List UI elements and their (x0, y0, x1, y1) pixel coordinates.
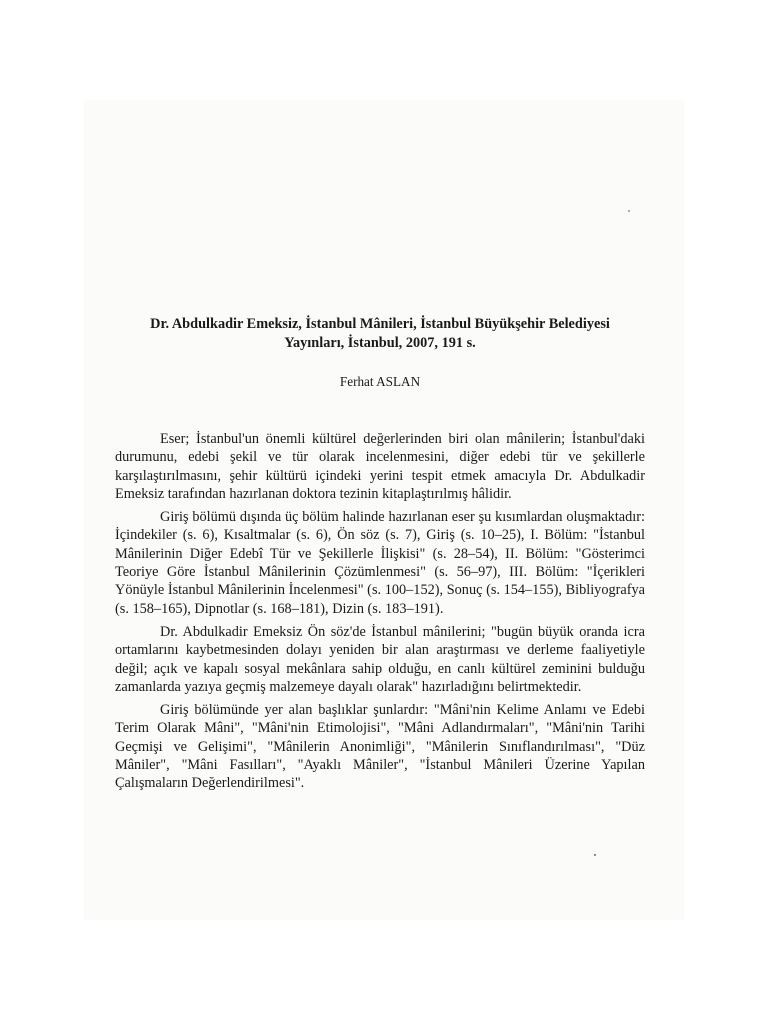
paragraph-intro: Eser; İstanbul'un önemli kültürel değerlerinden biri olan mânilerin; İstanbul'daki durumunu, edebi şekil ve tür olarak incelenmesini, diğer edebi tür ve şekillerle karşılaştırılmasını, şehir kültürü içindeki yerini tespit etmek amacıyla Dr. Abdulkadir Emeksiz tarafından hazırlanan doktora tezinin kitaplaştırılmış hâlidir. (115, 431, 645, 502)
review-title-line-2: Yayınları, İstanbul, 2007, 191 s. (284, 335, 476, 351)
review-body (115, 430, 645, 798)
paragraph-introduction-headings: Giriş bölümünde yer alan başlıklar şunlardır: "Mâni'nin Kelime Anlamı ve Edebi Terim Olarak Mâni", "Mâni'nin Etimolojisi", "Mâni Adlandırmaları", "Mâni'nin Tarihi Geçmişi ve Gelişimi", "Mânilerin Anonimliği", "Mânilerin Sınıflandırılması", "Düz Mâniler", "Mâni Fasılları", "Ayaklı Mâniler", "İstanbul Mânileri Üzerine Yapılan Çalışmaların Değerlendirilmesi". (115, 702, 645, 792)
review-title-line-1: Dr. Abdulkadir Emeksiz, İstanbul Mânileri, İstanbul Büyükşehir Belediyesi (150, 316, 610, 332)
review-title (115, 315, 645, 353)
review-author: Ferhat ASLAN (339, 374, 421, 389)
paragraph-contents: Giriş bölümü dışında üç bölüm halinde hazırlanan eser şu kısımlardan oluşmaktadır: İçindekiler (s. 6), Kısaltmalar (s. 6), Ön söz (s. 7), Giriş (s. 10–25), I. Bölüm: "İstanbul Mânilerinin Diğer Edebî Tür ve Şekillerle İlişkisi" (s. 28–54), II. Bölüm: "Gösterimci Teoriye Göre İstanbul Mânilerinin Çözümlenmesi" (s. 56–97), III. Bölüm: "İçerikleri Yönüyle İstanbul Mânilerinin İncelenmesi" (s. 100–152), Sonuç (s. 154–155), Bibliyografya (s. 158–165), Dipnotlar (s. 168–181), Dizin (s. 183–191). (115, 509, 645, 617)
paragraph-preface: Dr. Abdulkadir Emeksiz Ön söz'de İstanbul mânilerini; "bugün büyük oranda icra ortamlarını kaybetmesinden dolayı yeniden bir alan araştırması ve derleme faaliyetiyle değil; açık ve kapalı sosyal mekânlara sahip olduğu, en canlı kültürel zeminini bulduğu zamanlarda yazıya geçmiş malzemeye dayalı olarak" hazırladığını belirtmektedir. (115, 623, 645, 695)
